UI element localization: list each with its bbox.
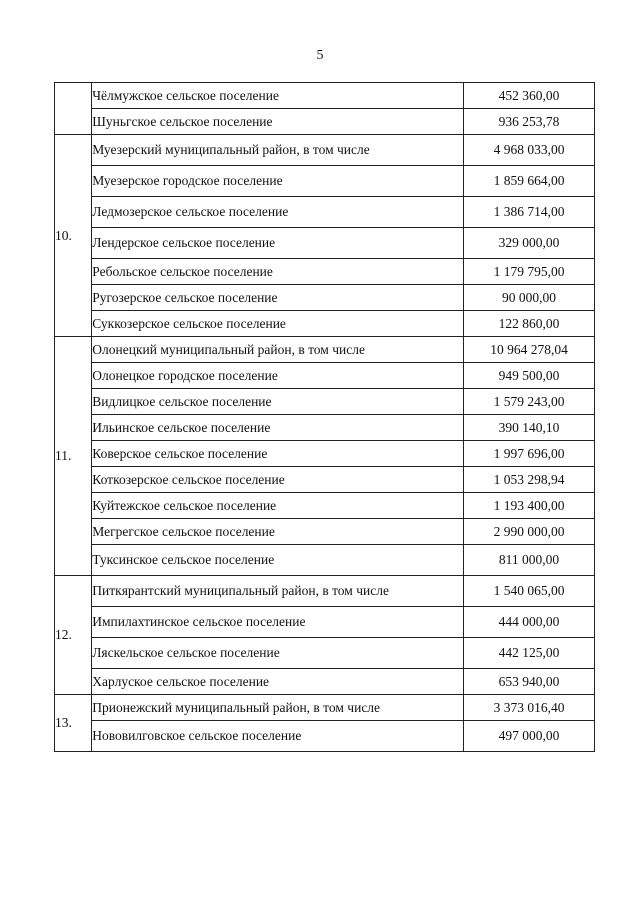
settlement-name-cell: Чёлмужское сельское поселение bbox=[92, 83, 464, 109]
amount-cell: 122 860,00 bbox=[464, 311, 595, 337]
table-row bbox=[55, 545, 595, 576]
table-row bbox=[55, 415, 595, 441]
table-row bbox=[55, 493, 595, 519]
settlement-name-cell: Коверское сельское поселение bbox=[92, 441, 464, 467]
amount-cell: 1 193 400,00 bbox=[464, 493, 595, 519]
row-number-cell: 13. bbox=[55, 695, 92, 752]
table-row bbox=[55, 576, 595, 607]
row-number-cell: 11. bbox=[55, 337, 92, 576]
table-row bbox=[55, 721, 595, 752]
row-number-cell: 12. bbox=[55, 576, 92, 695]
table-row bbox=[55, 228, 595, 259]
amount-cell: 1 859 664,00 bbox=[464, 166, 595, 197]
settlement-name-cell: Мегрегское сельское поселение bbox=[92, 519, 464, 545]
settlement-name-cell: Олонецкое городское поселение bbox=[92, 363, 464, 389]
settlement-name-cell: Куйтежское сельское поселение bbox=[92, 493, 464, 519]
page-number: 5 bbox=[316, 48, 324, 63]
settlement-name-cell: Нововилговское сельское поселение bbox=[92, 721, 464, 752]
amount-cell: 1 386 714,00 bbox=[464, 197, 595, 228]
amount-cell: 442 125,00 bbox=[464, 638, 595, 669]
table-row bbox=[55, 363, 595, 389]
settlement-name-cell: Олонецкий муниципальный район, в том числе bbox=[92, 337, 464, 363]
table-row bbox=[55, 519, 595, 545]
table-row bbox=[55, 669, 595, 695]
amount-cell: 1 579 243,00 bbox=[464, 389, 595, 415]
amount-cell: 811 000,00 bbox=[464, 545, 595, 576]
row-number-cell: 10. bbox=[55, 135, 92, 337]
settlement-name-cell: Ребольское сельское поселение bbox=[92, 259, 464, 285]
settlement-name-cell: Муезерское городское поселение bbox=[92, 166, 464, 197]
amount-cell: 1 997 696,00 bbox=[464, 441, 595, 467]
amount-cell: 390 140,10 bbox=[464, 415, 595, 441]
allocation-table bbox=[54, 82, 595, 752]
table-row bbox=[55, 441, 595, 467]
amount-cell: 2 990 000,00 bbox=[464, 519, 595, 545]
table-row bbox=[55, 389, 595, 415]
table-row bbox=[55, 695, 595, 721]
settlement-name-cell: Ляскельское сельское поселение bbox=[92, 638, 464, 669]
amount-cell: 1 179 795,00 bbox=[464, 259, 595, 285]
amount-cell: 452 360,00 bbox=[464, 83, 595, 109]
settlement-name-cell: Прионежский муниципальный район, в том числе bbox=[92, 695, 464, 721]
settlement-name-cell: Шуньгское сельское поселение bbox=[92, 109, 464, 135]
amount-cell: 329 000,00 bbox=[464, 228, 595, 259]
table-row bbox=[55, 467, 595, 493]
settlement-name-cell: Ледмозерское сельское поселение bbox=[92, 197, 464, 228]
settlement-name-cell: Суккозерское сельское поселение bbox=[92, 311, 464, 337]
amount-cell: 1 540 065,00 bbox=[464, 576, 595, 607]
table-body bbox=[55, 83, 595, 752]
settlement-name-cell: Видлицкое сельское поселение bbox=[92, 389, 464, 415]
amount-cell: 1 053 298,94 bbox=[464, 467, 595, 493]
table-row bbox=[55, 337, 595, 363]
settlement-name-cell: Импилахтинское сельское поселение bbox=[92, 607, 464, 638]
table-row bbox=[55, 166, 595, 197]
table-row bbox=[55, 285, 595, 311]
amount-cell: 3 373 016,40 bbox=[464, 695, 595, 721]
settlement-name-cell: Ильинское сельское поселение bbox=[92, 415, 464, 441]
amount-cell: 10 964 278,04 bbox=[464, 337, 595, 363]
table-row bbox=[55, 259, 595, 285]
settlement-name-cell: Харлуское сельское поселение bbox=[92, 669, 464, 695]
table-row bbox=[55, 607, 595, 638]
amount-cell: 444 000,00 bbox=[464, 607, 595, 638]
amount-cell: 936 253,78 bbox=[464, 109, 595, 135]
amount-cell: 653 940,00 bbox=[464, 669, 595, 695]
table-row bbox=[55, 83, 595, 109]
settlement-name-cell: Ругозерское сельское поселение bbox=[92, 285, 464, 311]
settlement-name-cell: Туксинское сельское поселение bbox=[92, 545, 464, 576]
table-row bbox=[55, 197, 595, 228]
amount-cell: 90 000,00 bbox=[464, 285, 595, 311]
table-row bbox=[55, 638, 595, 669]
settlement-name-cell: Коткозерское сельское поселение bbox=[92, 467, 464, 493]
row-number-cell bbox=[55, 83, 92, 135]
settlement-name-cell: Питкярантский муниципальный район, в том числе bbox=[92, 576, 464, 607]
table-row bbox=[55, 135, 595, 166]
table-row bbox=[55, 311, 595, 337]
settlement-name-cell: Муезерский муниципальный район, в том числе bbox=[92, 135, 464, 166]
table-row bbox=[55, 109, 595, 135]
amount-cell: 949 500,00 bbox=[464, 363, 595, 389]
amount-cell: 497 000,00 bbox=[464, 721, 595, 752]
settlement-name-cell: Лендерское сельское поселение bbox=[92, 228, 464, 259]
amount-cell: 4 968 033,00 bbox=[464, 135, 595, 166]
